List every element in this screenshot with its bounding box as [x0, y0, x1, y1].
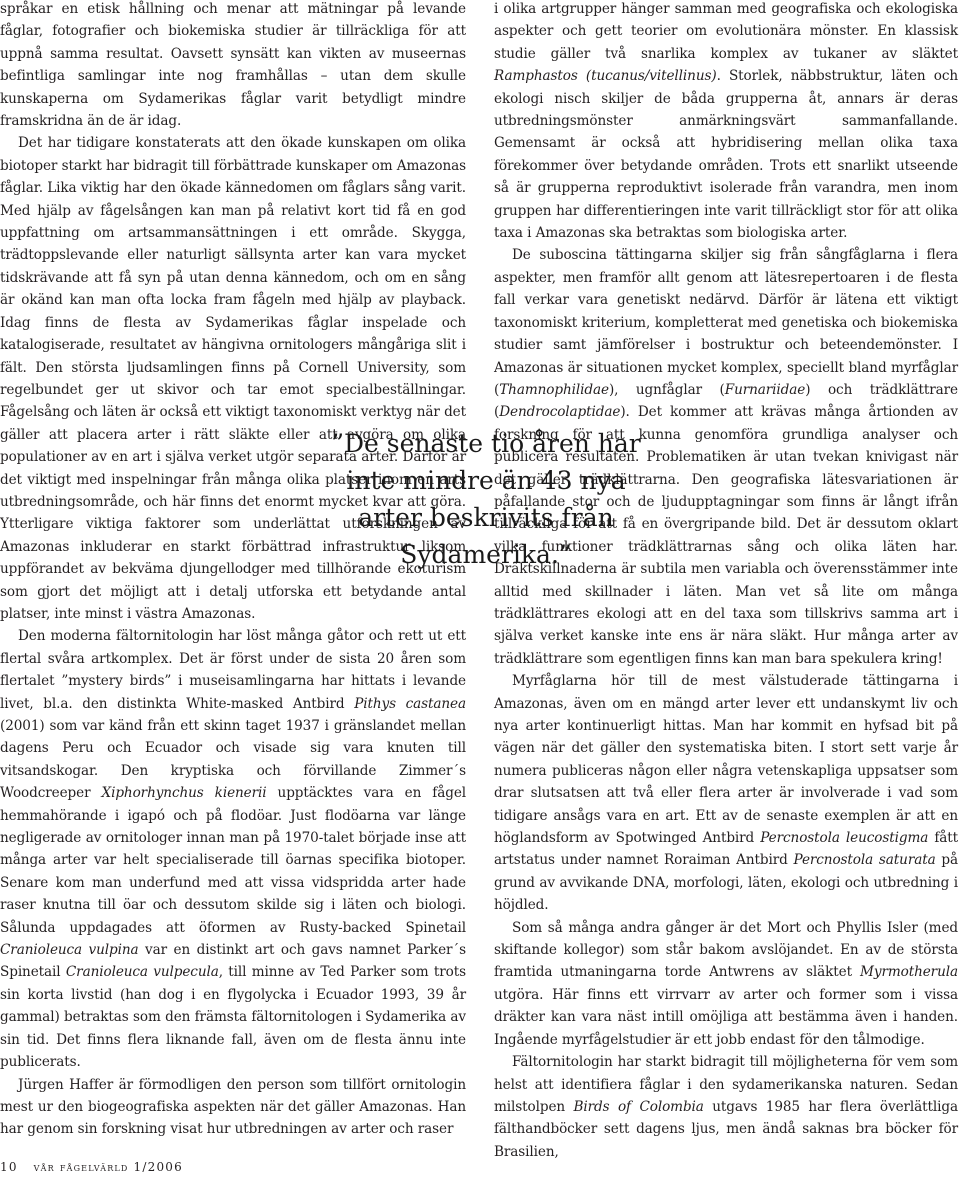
paragraph: Jürgen Haffer är förmodligen den person som tillfört ornitologin mest ur den biogeografiska aspekten när det gäller Amazonas. Han har genom sin forskning visat hur utbredningen av arter och raser	[0, 1076, 466, 1138]
paragraph: Som så många andra gånger är det Mort och Phyllis Isler (med skiftande kollegor) som står bakom avslöjandet. En av de största framtida utmaningarna torde Antwrens av släktet Myrmotherula utgöra. Här finns ett virrvarr av arter och former som i vissa dräkter kan vara näst intill omöjliga att bestämma även i handen. Ingående myrfågelstudier är ett jobb endast för den tålmodige.	[494, 919, 958, 1048]
paragraph: Det har tidigare konstaterats att den ökade kunskapen om olika biotoper starkt har bidragit till förbättrade kunskaper om Amazonas fåglar. Lika viktig har den ökade kännedomen om fåglars sång varit. Med hjälp av fågelsången kan man på relativt kort tid få en god uppfattning om artsammansättningen i ett område. Skygga, trädtoppslevande eller naturligt sällsynta arter kan vara mycket tidskrävande att få syn på utan denna kännedom, och om en sång är okänd kan man ofta locka fram fågeln med hjälp av playback. Idag finns de flesta av Sydamerikas fåglar inspelade och katalogiserade, resultatet av hängivna ornitologers mångåriga slit i fält. Den största ljudsamlingen finns på Cornell University, som regelbundet ger ut skivor och tar emot specialbeställningar. Fågelsång och läten är också ett viktigt taxonomiskt verktyg när det gäller att placera arter i rätt släkte eller att avgöra om olika populationer av en art i själva verket utgör separata arter. Därför är det viktigt med inspelningar från många olika platser inom en arts utbredningsområde, och här finns det enormt mycket kvar att göra. Ytterligare viktiga faktorer som underlättat utforskningen av Amazonas inkluderar en starkt förbättrad infrastruktur liksom uppförandet av bekväma djungellodger med tillhörande ekoturism som gjort det möjligt att i detalj utforska ett betydande antal platser, inte minst i västra Amazonas.	[0, 135, 466, 622]
paragraph: Myrfåglarna hör till de mest välstuderade tättingarna i Amazonas, även om en mängd arter lever ett undanskymt liv och nya arter kontinuerligt hittas. Man har kommit en hyfsad bit på vägen när det gäller den systematiska biten. I stort sett varje år numera publiceras någon eller några vetenskapliga uppsatser som drar slutsatsen att två eller flera arter är involverade i vad som tidigare ansågs vara en art. Ett av de senaste exemplen är att en höglandsform av Spotwinged Antbird Percnostola leucostigma fått artstatus under namnet Roraiman Antbird Percnostola saturata på grund av avvikande DNA, morfologi, läten, ekologi och utbredning i höjdled.	[494, 673, 959, 914]
publication-name: vår fågelvärld 1/2006	[33, 1160, 183, 1174]
pull-quote: ”De senaste tio åren har inte mindre än 43 nya arter beskrivits från Sydamerika.”	[331, 429, 641, 569]
paragraph: Den moderna fältornitologin har löst många gåtor och rett ut ett flertal svåra artkomplex. Det är först under de sista 20 åren som flertalet ”mystery birds” i museisamlingarna har hittats i levande livet, bl.a. den distinkta White-masked Antbird Pithys castanea (2001) som var känd från ett skinn taget 1937 i gränslandet mellan dagens Peru och Ecuador och visade sig vara knuten till vitsandskogar. Den kryptiska och förvillande Zimmer´s Woodcreeper Xiphorhynchus kienerii upptäcktes vara en fågel hemmahörande i igapó och på flodöar. Just flodöarna var länge negligerade av ornitologer innan man på 1970-talet började inse att många arter var helt specialiserade till öarnas specifika biotoper. Senare kom man underfund med att vissa vidspridda arter hade raser knutna till öar och dessutom skilde sig i läten och biologi. Sålunda uppdagades att öformen av Rusty-backed Spinetail Cranioleuca vulpina var en distinkt art och gavs namnet Parker´s Spinetail Cranioleuca vulpecula, till minne av Ted Parker som trots sin korta livstid (han dog i en flygolycka i Ecuador 1993, 39 år gammal) betraktas som den främsta fältornitologen i Sydamerika av sin tid. Det finns flera liknande fall, även om de flesta ännu inte publicerats.	[0, 628, 467, 1071]
page-footer	[0, 1160, 183, 1174]
paragraph: språkar en etisk hållning och menar att mätningar på levande fåglar, fotografier och biokemiska studier är tillräckliga för att uppnå samma resultat. Oavsett synsätt kan vikten av museernas befintliga samlingar inte nog framhållas – utan dem skulle kunskaperna om Sydamerikas fåglar varit betydligt mindre framskridna än de är idag.	[0, 1, 466, 130]
paragraph: Fältornitologin har starkt bidragit till möjligheterna för vem som helst att identifiera fåglar i den sydamerikanska naturen. Sedan milstolpen Birds of Colombia utgavs 1985 har flera överlättliga fälthandböcker sett dagens ljus, men ändå saknas bra böcker för Brasilien,	[494, 1054, 958, 1160]
page-number: 10	[0, 1160, 18, 1174]
right-column	[494, 0, 958, 1163]
paragraph: i olika artgrupper hänger samman med geografiska och ekologiska aspekter och gett teorier om evolutionära mönster. En klassisk studie gäller två snarlika komplex av tukaner av släktet Ramphastos (tucanus/vitellinus). Storlek, näbbstruktur, läten och ekologi nisch skiljer de båda grupperna åt, annars är deras utbredningsmönster anmärkningsvärt sammanfallande. Gemensamt är också att hybridisering mellan olika taxa förekommer över betydande områden. Trots ett snarlikt utseende så är grupperna reproduktivt isolerade från varandra, men inom gruppen har differentieringen inte varit tillräckligt stor för att olika taxa i Amazonas ska betraktas som biologiska arter.	[494, 1, 958, 242]
paragraph: De suboscina tättingarna skiljer sig från sångfåglarna i flera aspekter, men framför allt genom att lätesrepertoaren i de flesta fall verkar vara genetiskt nedärvd. Därför är lätena ett viktigt taxonomiskt kriterium, kompletterat med genetiska och biokemiska studier samt jämförelser i bostruktur och beteendemönster. I Amazonas är situationen mycket komplex, speciellt bland myrfåglar (Thamnophilidae), ugnfåglar (Furnariidae) och trädklättrare (Dendrocolaptidae). Det kommer att krävas många årtionden av forskning för att kunna genomföra grundliga analyser och publicera resultaten. Problematiken är utan tvekan knivigast när det gäller trädklättrarna. Den geografiska lätesvariationen är påfallande stor och de ljudupptagningar som finns är långt ifrån tillräckliga för att få en övergripande bild. Det är dessutom oklart vilka funktioner trädklättrarnas sång och olika läten har. Dräktskillnaderna är subtila men variabla och överensstämmer inte alltid med skillnader i läten. Man vet så lite om många trädklättrares ekologi att en del taxa som tillskrivs samma art i själva verket kanske inte ens är nära släkt. Hur många arter av trädklättrare som egentligen finns kan man bara spekulera kring!	[494, 247, 958, 667]
